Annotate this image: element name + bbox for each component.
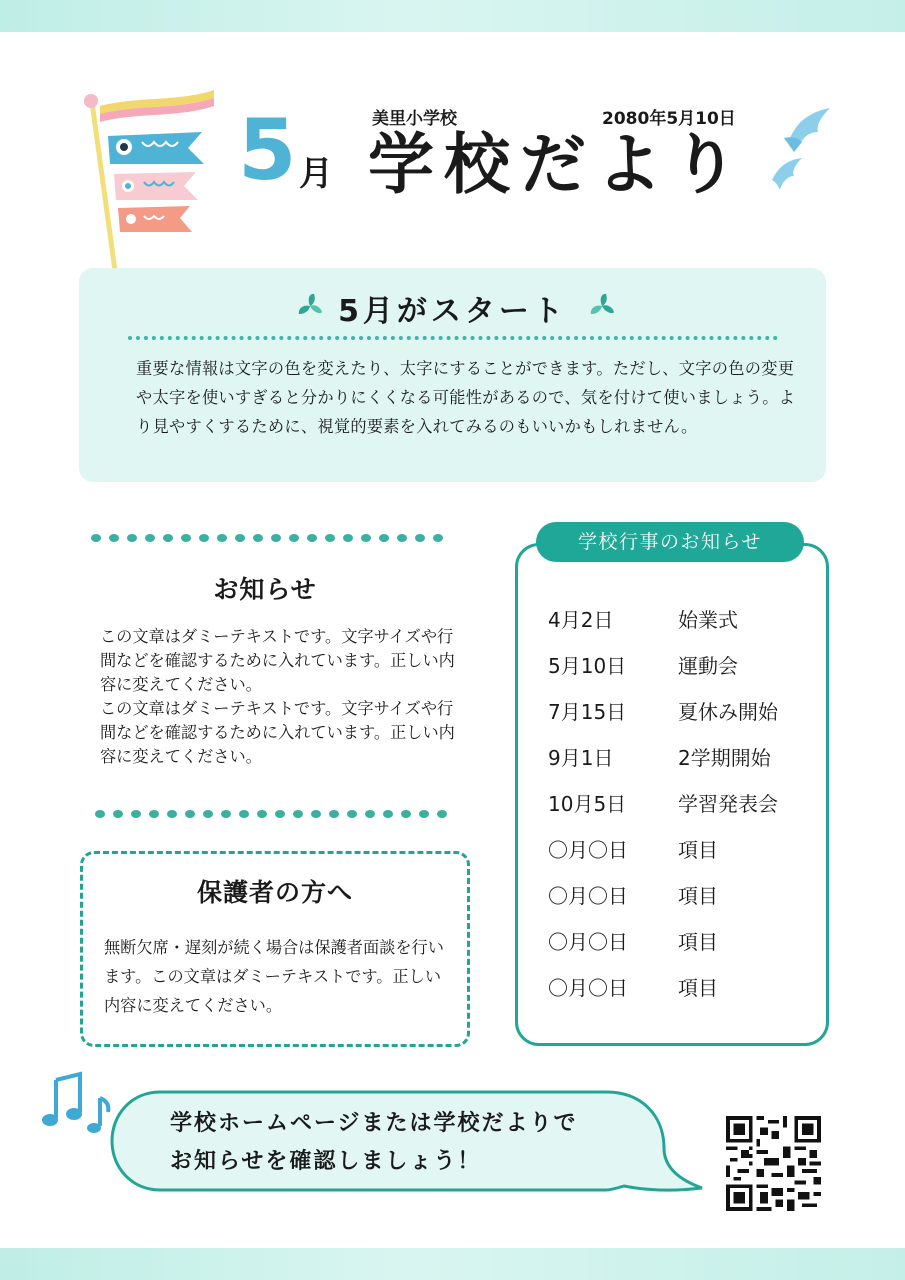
event-name: 項目 bbox=[678, 930, 718, 954]
event-date: 〇月〇日 bbox=[548, 930, 628, 954]
guardian-title: 保護者の方へ bbox=[196, 878, 353, 907]
wavy-divider bbox=[90, 532, 452, 544]
event-row bbox=[548, 972, 818, 1002]
events-title: 学校行事のお知らせ bbox=[536, 522, 804, 562]
notice-body bbox=[100, 625, 460, 769]
event-date: 10月5日 bbox=[548, 792, 627, 816]
event-date: 〇月〇日 bbox=[548, 884, 628, 908]
notice-paragraph: この文章はダミーテキストです。文字サイズや行間などを確認するために入れています。正しい内容に変えてください。 bbox=[100, 699, 455, 766]
koinobori-icon bbox=[78, 84, 218, 284]
month-suffix: 月 bbox=[299, 154, 333, 194]
event-date: 9月1日 bbox=[548, 746, 614, 770]
bottom-band bbox=[0, 1248, 905, 1280]
footer-line: お知らせを確認しましょう！ bbox=[170, 1149, 482, 1174]
event-date: 5月10日 bbox=[548, 654, 627, 678]
event-name: 学習発表会 bbox=[678, 792, 778, 816]
event-row bbox=[548, 926, 818, 956]
event-row bbox=[548, 696, 818, 726]
event-name: 夏休み開始 bbox=[678, 700, 778, 724]
event-row bbox=[548, 650, 818, 680]
event-row bbox=[548, 742, 818, 772]
event-date: 〇月〇日 bbox=[548, 976, 628, 1000]
wavy-divider bbox=[94, 808, 456, 820]
issue-date: 2080年5月10日 bbox=[602, 109, 736, 129]
school-name: 美里小学校 bbox=[372, 109, 457, 129]
footer-line: 学校ホームページまたは学校だよりで bbox=[170, 1111, 578, 1136]
event-name: 2学期開始 bbox=[678, 746, 771, 770]
footer-message bbox=[170, 1105, 640, 1181]
intro-body: 重要な情報は文字の色を変えたり、太字にすることができます。ただし、文字の色の変更や太字を使いすぎると分かりにくくなる可能性があるので、気を付けて使いましょう。より見やすくするために、視覚的要素を入れてみるのもいいかもしれません。 bbox=[136, 359, 796, 436]
event-name: 始業式 bbox=[678, 608, 738, 632]
event-name: 運動会 bbox=[678, 654, 738, 678]
event-row bbox=[548, 880, 818, 910]
event-row bbox=[548, 834, 818, 864]
event-name: 項目 bbox=[678, 884, 718, 908]
event-date: 7月15日 bbox=[548, 700, 627, 724]
event-name: 項目 bbox=[678, 838, 718, 862]
page-title: 学校だより bbox=[368, 126, 748, 203]
event-row bbox=[548, 604, 818, 634]
qr-code[interactable] bbox=[726, 1116, 821, 1211]
dotted-divider bbox=[128, 336, 778, 340]
notice-paragraph: この文章はダミーテキストです。文字サイズや行間などを確認するために入れています。正しい内容に変えてください。 bbox=[100, 627, 455, 694]
guardian-body: 無断欠席・遅刻が続く場合は保護者面談を行います。この文章はダミーテキストです。正しい内容に変えてください。 bbox=[104, 938, 444, 1015]
event-date: 〇月〇日 bbox=[548, 838, 628, 862]
music-note-icon bbox=[40, 1068, 112, 1138]
month-number: 5 bbox=[238, 101, 297, 199]
notice-title: お知らせ bbox=[213, 575, 317, 604]
intro-title: 5月がスタート bbox=[338, 294, 567, 329]
bird-icon bbox=[764, 102, 836, 198]
event-row bbox=[548, 788, 818, 818]
event-date: 4月2日 bbox=[548, 608, 614, 632]
top-band bbox=[0, 0, 905, 32]
event-name: 項目 bbox=[678, 976, 718, 1000]
